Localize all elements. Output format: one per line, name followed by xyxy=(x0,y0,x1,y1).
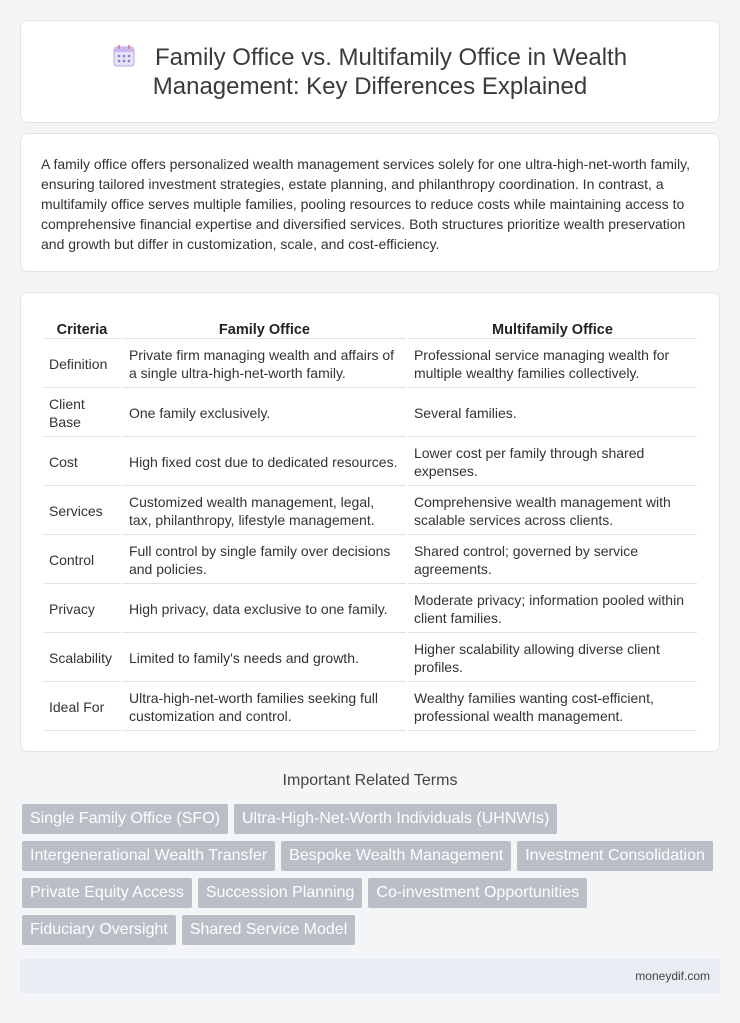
comparison-card xyxy=(20,292,720,752)
tag-shared-service-model[interactable]: Shared Service Model xyxy=(182,915,355,945)
title-line-1: Family Office vs. Multifamily Office in Wealth xyxy=(154,44,628,71)
tag-investment-consolidation[interactable]: Investment Consolidation xyxy=(517,841,713,871)
table-row xyxy=(43,684,697,731)
page-title xyxy=(21,43,719,101)
tag-fiduciary-oversight[interactable]: Fiduciary Oversight xyxy=(22,915,176,945)
title-card xyxy=(20,20,720,123)
table-row xyxy=(43,439,697,486)
tag-single-family-office[interactable]: Single Family Office (SFO) xyxy=(22,804,228,834)
criteria-cell: Scalability xyxy=(43,635,121,682)
criteria-cell: Definition xyxy=(43,341,121,388)
multifamily-office-cell: Professional service managing wealth for multiple wealthy families collectively. xyxy=(408,341,697,388)
table-row xyxy=(43,488,697,535)
multifamily-office-cell: Higher scalability allowing diverse client profiles. xyxy=(408,635,697,682)
family-office-cell: One family exclusively. xyxy=(123,390,406,437)
family-office-cell: Full control by single family over decisions and policies. xyxy=(123,537,406,584)
calendar-icon xyxy=(113,45,135,67)
footer-site-link[interactable]: moneydif.com xyxy=(635,969,710,983)
family-office-cell: Customized wealth management, legal, tax, philanthropy, lifestyle management. xyxy=(123,488,406,535)
tag-co-investment-opportunities[interactable]: Co-investment Opportunities xyxy=(368,878,587,908)
family-office-cell: High fixed cost due to dedicated resources. xyxy=(123,439,406,486)
table-row xyxy=(43,537,697,584)
intro-paragraph: A family office offers personalized wealth management services solely for one ultra-high-net-worth family, ensuring tailored investment strategies, estate planning, and philanthropy coordination. In contrast, a multifamily office serves multiple families, pooling resources to reduce costs while maintaining access to comprehensive financial expertise and diversified services. Both structures prioritize wealth preservation and growth but differ in customization, scale, and cost-efficiency. xyxy=(41,156,690,252)
tag-bespoke-wealth-management[interactable]: Bespoke Wealth Management xyxy=(281,841,511,871)
criteria-cell: Cost xyxy=(43,439,121,486)
header-family-office: Family Office xyxy=(123,317,406,339)
tag-uhnwi[interactable]: Ultra-High-Net-Worth Individuals (UHNWIs) xyxy=(234,804,557,834)
criteria-cell: Client Base xyxy=(43,390,121,437)
table-header-row xyxy=(43,317,697,339)
multifamily-office-cell: Shared control; governed by service agreements. xyxy=(408,537,697,584)
criteria-cell: Privacy xyxy=(43,586,121,633)
comparison-table xyxy=(41,315,699,733)
multifamily-office-cell: Comprehensive wealth management with scalable services across clients. xyxy=(408,488,697,535)
multifamily-office-cell: Lower cost per family through shared expenses. xyxy=(408,439,697,486)
criteria-cell: Control xyxy=(43,537,121,584)
family-office-cell: Private firm managing wealth and affairs of a single ultra-high-net-worth family. xyxy=(123,341,406,388)
family-office-cell: High privacy, data exclusive to one family. xyxy=(123,586,406,633)
multifamily-office-cell: Several families. xyxy=(408,390,697,437)
tag-intergenerational-wealth-transfer[interactable]: Intergenerational Wealth Transfer xyxy=(22,841,275,871)
multifamily-office-cell: Wealthy families wanting cost-efficient, professional wealth management. xyxy=(408,684,697,731)
related-terms-list xyxy=(22,804,722,945)
related-terms-heading: Important Related Terms xyxy=(282,772,458,789)
criteria-cell: Ideal For xyxy=(43,684,121,731)
tag-succession-planning[interactable]: Succession Planning xyxy=(198,878,363,908)
table-row xyxy=(43,341,697,388)
table-row xyxy=(43,390,697,437)
table-row xyxy=(43,586,697,633)
tag-private-equity-access[interactable]: Private Equity Access xyxy=(22,878,192,908)
table-row xyxy=(43,635,697,682)
header-multifamily-office: Multifamily Office xyxy=(408,317,697,339)
title-line-2: Management: Key Differences Explained xyxy=(152,73,588,100)
family-office-cell: Limited to family's needs and growth. xyxy=(123,635,406,682)
family-office-cell: Ultra-high-net-worth families seeking full customization and control. xyxy=(123,684,406,731)
multifamily-office-cell: Moderate privacy; information pooled within client families. xyxy=(408,586,697,633)
criteria-cell: Services xyxy=(43,488,121,535)
footer xyxy=(20,959,720,993)
header-criteria: Criteria xyxy=(43,317,121,339)
intro-card xyxy=(20,133,720,272)
